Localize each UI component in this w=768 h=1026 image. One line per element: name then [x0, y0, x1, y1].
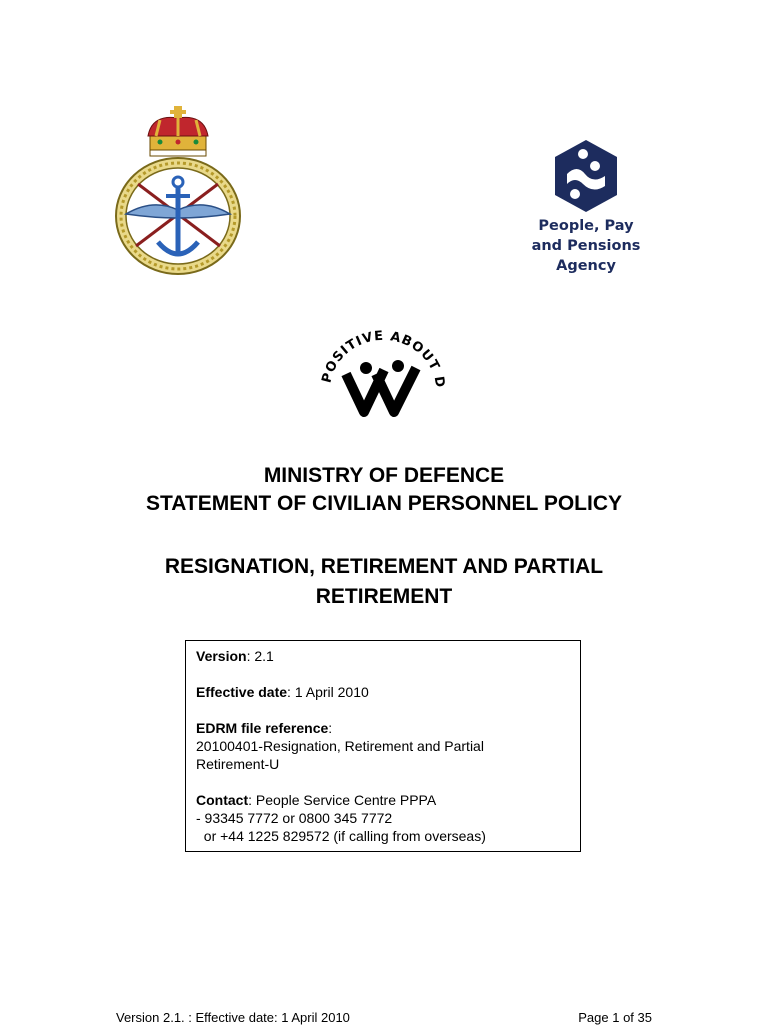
positive-about-disabled-people-icon: [312, 328, 454, 428]
pppa-name-line-2: and Pensions: [531, 238, 641, 254]
footer-version: Version 2.1. : Effective date: 1 April 2010: [116, 1010, 350, 1025]
pppa-name-line-1: People, Pay: [538, 218, 634, 234]
document-subtitle: [0, 552, 768, 612]
edrm-value-line-2: Retirement-U: [196, 756, 280, 772]
contact-value: : People Service Centre PPPA: [248, 792, 437, 808]
pppa-mark-icon: [553, 140, 619, 212]
contact-overseas-line: or +44 1225 829572 (if calling from overseas): [196, 828, 486, 844]
svg-text:POSITIVE ABOUT DISABLED PEOPLE: POSITIVE ABOUT D: [319, 328, 448, 390]
positive-about-disabled-people-logo: [312, 328, 454, 428]
mod-crest-logo: [108, 106, 248, 278]
effective-date-label: Effective date: [196, 684, 288, 700]
subtitle-line-1: RESIGNATION, RETIREMENT AND PARTIAL: [164, 555, 604, 578]
effective-date-row: [196, 683, 570, 701]
edrm-label: EDRM file reference: [196, 720, 329, 736]
title-line-1: MINISTRY OF DEFENCE: [263, 464, 505, 487]
pppa-logo: [524, 140, 648, 282]
mod-crest-icon: [108, 106, 248, 278]
contact-phone-line: - 93345 7772 or 0800 345 7772: [196, 810, 393, 826]
subtitle-line-2: RETIREMENT: [315, 585, 453, 608]
edrm-row: [196, 719, 570, 773]
document-info-box: [185, 640, 581, 852]
document-title: [0, 462, 768, 518]
effective-date-value: : 1 April 2010: [287, 684, 369, 700]
edrm-colon: :: [328, 720, 333, 736]
contact-label: Contact: [196, 792, 249, 808]
version-label: Version: [196, 648, 247, 664]
edrm-value-line-1: 20100401-Resignation, Retirement and Partial: [196, 738, 484, 754]
pppa-name-line-3: Agency: [556, 258, 616, 274]
title-line-2: STATEMENT OF CIVILIAN PERSONNEL POLICY: [145, 492, 623, 515]
footer-page-number: Page 1 of 35: [578, 1010, 652, 1025]
version-row: [196, 647, 570, 665]
contact-row: [196, 791, 570, 845]
version-value: : 2.1: [246, 648, 274, 664]
